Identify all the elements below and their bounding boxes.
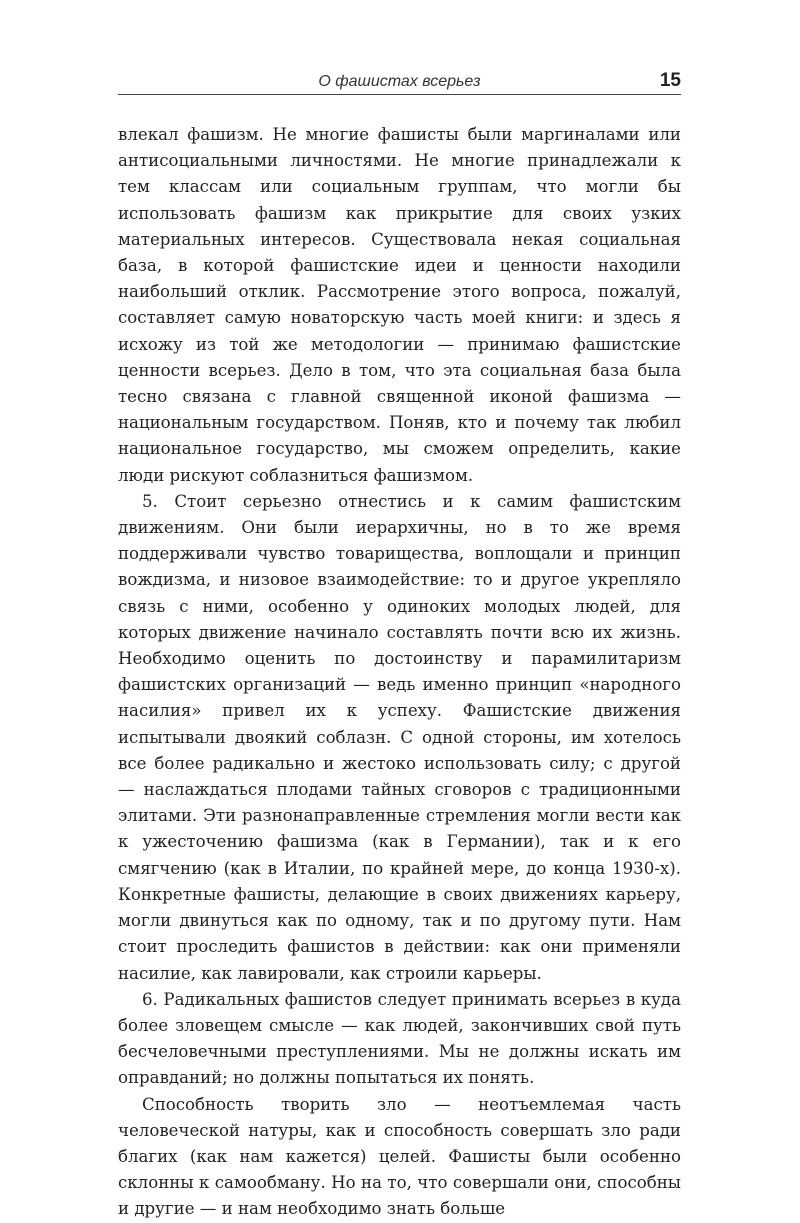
paragraph-point-6: 6. Радикальных фашистов следует принимать всерьез в куда более зловещем смысле — как людей, закончивших свой путь бесчеловечными преступлениями. Мы не должны искать им оправданий; но должны попытаться их понять.: [118, 989, 681, 1088]
paragraph-continuation: влекал фашизм. Не многие фашисты были маргиналами или антисоциальными личностями. Не многие принадлежали к тем классам или социальным группам, что могли бы использовать фашизм как прикрытие для своих узких материальных интересов. Существовала некая социальная база, в которой фашистские идеи и ценности находили наибольший отклик. Рассмотрение этого вопроса, пожалуй, составляет самую новаторскую часть моей книги: и здесь я исхожу из той же методологии — принимаю фашистские ценности всерьез. Дело в том, что эта социальная база была тесно связана с главной священной иконой фашизма — национальным государством. Поняв, кто и почему так любил национальное государство, мы сможем определить, какие люди рискуют соблазниться фашизмом.: [118, 125, 681, 485]
running-head: [118, 64, 681, 95]
paragraph-evil-capacity: Способность творить зло — неотъемлемая часть человеческой натуры, как и способность совершать зло ради благих (как нам кажется) целей. Фашисты были особенно склонны к самообману. Но на то, что совершали они, способны и другие — и нам необходимо знать больше: [118, 1094, 681, 1219]
paragraph-point-5: 5. Стоит серьезно отнестись и к самим фашистским движениям. Они были иерархичны, но в то же время поддерживали чувство товарищества, воплощали и принцип вождизма, и низовое взаимодействие: то и другое укрепляло связь с ними, особенно у одиноких молодых людей, для которых движение начинало составлять почти всю их жизнь. Необходимо оценить по достоинству и парамилитаризм фашистских организаций — ведь именно принцип «народного насилия» привел их к успеху. Фашистские движения испытывали двоякий соблазн. С одной стороны, им хотелось все более радикально и жестоко использовать силу; с другой — наслаждаться плодами тайных сговоров с традиционными элитами. Эти разнонаправленные стремления могли вести как к ужесточению фашизма (как в Германии), так и к его смягчению (как в Италии, по крайней мере, до конца 1930-х). Конкретные фашисты, делающие в своих движениях карьеру, могли двинуться как по одному, так и по другому пути. Нам стоит проследить фашистов в действии: как они применяли насилие, как лавировали, как строили карьеры.: [118, 491, 681, 983]
body-text: [118, 122, 681, 1223]
page-number: 15: [659, 70, 681, 91]
running-title: О фашистах всерьез: [318, 73, 481, 90]
